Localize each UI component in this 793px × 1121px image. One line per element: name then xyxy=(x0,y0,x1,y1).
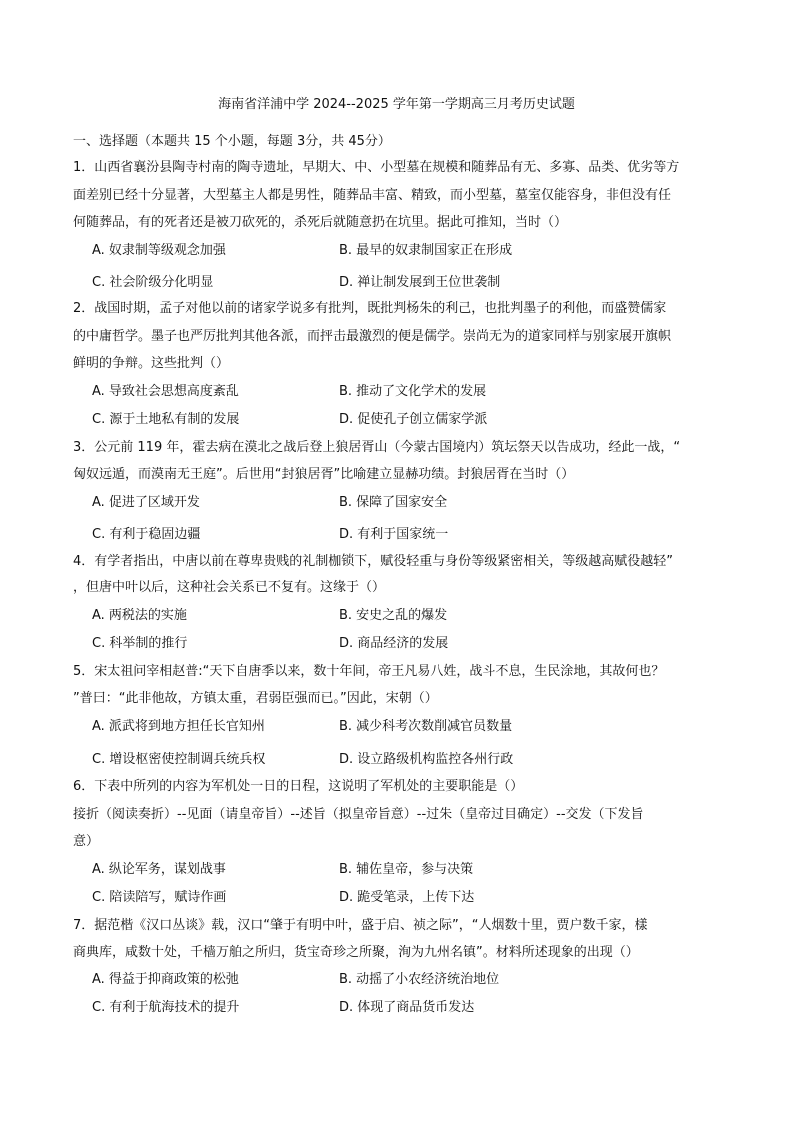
question-line: ”普曰：“此非他故，方镇太重，君弱臣强而已。”因此，宋朝（） xyxy=(73,691,438,706)
option-c: C. 科举制的推行 xyxy=(92,636,188,651)
question-line: 1．山西省襄汾县陶寺村南的陶寺遗址，早期大、中、小型墓在规模和随葬品有无、多寡、品类、优劣等方 xyxy=(73,160,680,175)
question-line: 的中庸哲学。墨子也严厉批判其他各派，而抨击最激烈的便是儒学。崇尚无为的道家同样与别家展开旗帜 xyxy=(73,329,672,344)
option-b: B. 保障了国家安全 xyxy=(339,495,448,510)
option-b: B. 辅佐皇帝，参与决策 xyxy=(339,862,474,877)
option-b: B. 减少科考次数削减官员数量 xyxy=(339,719,513,734)
option-a: A. 两税法的实施 xyxy=(92,608,187,623)
question-line: 何随葬品，有的死者还是被刀砍死的，杀死后就随意扔在坑里。据此可推知，当时（） xyxy=(73,215,568,230)
option-a: A. 奴隶制等级观念加强 xyxy=(92,243,226,258)
option-d: D. 禅让制发展到王位世袭制 xyxy=(339,275,501,290)
option-d: D. 设立路级机构监控各州行政 xyxy=(339,752,514,767)
question-line: 6．下表中所列的内容为军机处一日的日程，这说明了军机处的主要职能是（） xyxy=(73,779,524,794)
question-line: 2．战国时期，孟子对他以前的诸家学说多有批判，既批判杨朱的利己，也批判墨子的利他，而盛赞儒家 xyxy=(73,301,667,316)
section-heading: 一、选择题（本题共 15 个小题，每题 3分，共 45分） xyxy=(73,134,391,149)
option-c: C. 源于土地私有制的发展 xyxy=(92,412,240,427)
question-line: 匈奴远遁，而漠南无王庭”。后世用“封狼居胥”比喻建立显赫功绩。封狼居胥在当时（） xyxy=(73,467,575,482)
option-d: D. 体现了商品货币发达 xyxy=(339,1000,475,1015)
option-b: B. 安史之乱的爆发 xyxy=(339,608,448,623)
question-line: 意） xyxy=(73,834,100,849)
option-d: D. 跪受笔录，上传下达 xyxy=(339,890,475,905)
question-line: 7．据范楷《汉口丛谈》载，汉口“肇于有明中叶，盛于启、祯之际”，“人烟数十里，贾户数千家，樣 xyxy=(73,918,648,933)
option-b: B. 推动了文化学术的发展 xyxy=(339,384,487,399)
question-line: 3．公元前 119 年，霍去病在漠北之战后登上狼居胥山（今蒙古国境内）筑坛祭天以告成功，经此一战，“ xyxy=(73,440,681,455)
question-line: 接折（阅读奏折）--见面（请皇帝旨）--述旨（拟皇帝旨意）--过朱（皇帝过目确定）--交发（下发旨 xyxy=(73,807,644,822)
option-a: A. 派武将到地方担任长官知州 xyxy=(92,719,265,734)
option-d: D. 商品经济的发展 xyxy=(339,636,449,651)
option-b: B. 动摇了小农经济统治地位 xyxy=(339,972,500,987)
option-a: A. 纵论军务，谋划战事 xyxy=(92,862,226,877)
option-c: C. 陪读陪写，赋诗作画 xyxy=(92,890,227,905)
question-line: 面差别已经十分显著，大型墓主人都是男性，随葬品丰富、精致，而小型墓，墓室仅能容身，非但没有任 xyxy=(73,188,672,203)
option-a: A. 导致社会思想高度紊乱 xyxy=(92,384,239,399)
exam-title: 海南省洋浦中学 2024--2025 学年第一学期高三月考历史试题 xyxy=(218,97,575,112)
option-d: D. 促使孔子创立儒家学派 xyxy=(339,412,488,427)
question-line: 鲜明的争辩。这些批判（） xyxy=(73,356,230,371)
option-a: A. 得益于抑商政策的松弛 xyxy=(92,972,239,987)
option-c: C. 增设枢密使控制调兵统兵权 xyxy=(92,752,266,767)
question-line: 4．有学者指出，中唐以前在尊卑贵贱的礼制枷锁下，赋役轻重与身份等级紧密相关，等级越高赋役越轻” xyxy=(73,554,674,569)
question-line: ，但唐中叶以后，这种社会关系已不复有。这缘于（） xyxy=(73,580,386,595)
option-d: D. 有利于国家统一 xyxy=(339,527,449,542)
question-line: 商典库，咸数十处，千樯万舶之所归，货宝奇珍之所聚，洵为九州名镇”。材料所述现象的出现（） xyxy=(73,945,639,960)
option-c: C. 有利于航海技术的提升 xyxy=(92,1000,240,1015)
option-b: B. 最早的奴隶制国家正在形成 xyxy=(339,243,513,258)
question-line: 5．宋太祖问宰相赵普:“天下自唐季以来，数十年间，帝王凡易八姓，战斗不息，生民涂地，其故何也？ xyxy=(73,664,665,679)
option-c: C. 社会阶级分化明显 xyxy=(92,275,214,290)
option-c: C. 有利于稳固边疆 xyxy=(92,527,201,542)
option-a: A. 促进了区域开发 xyxy=(92,495,200,510)
